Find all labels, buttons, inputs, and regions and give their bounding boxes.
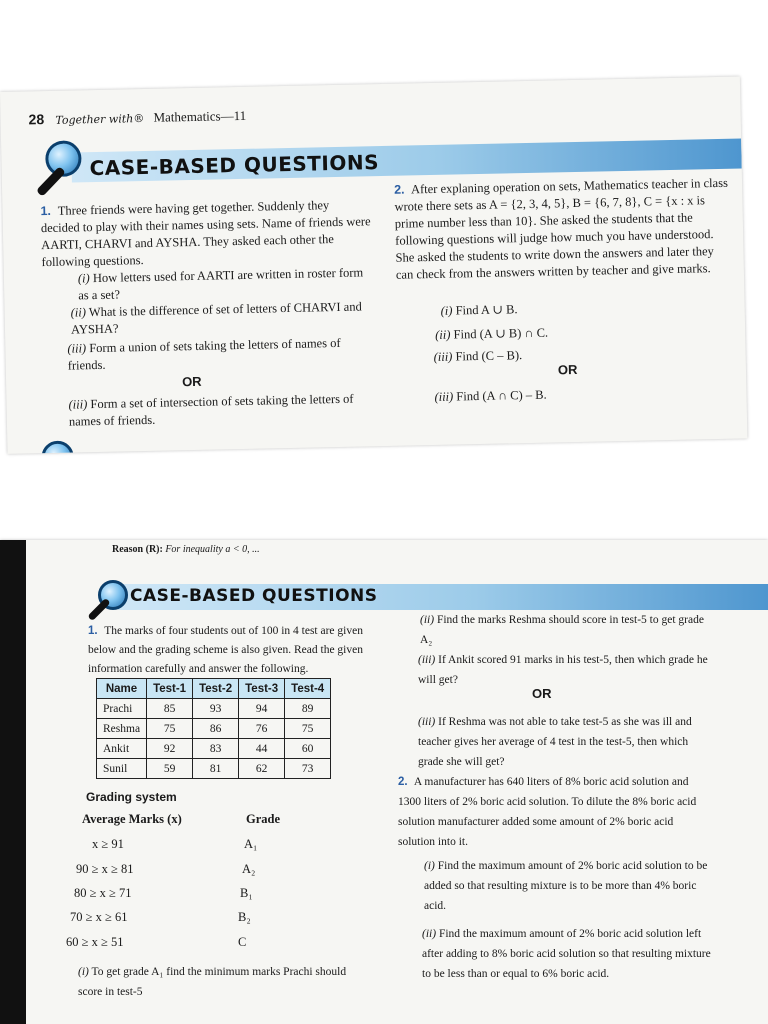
- q2-part-ii: (ii) Find the maximum amount of 2% boric acid solution left after adding to 8% boric acid solution so that resulting mixture to be less than or equal to 6% boric acid.: [422, 928, 711, 980]
- table-cell: 93: [193, 699, 239, 719]
- grade-range: 90 ≥ x ≥ 81: [76, 862, 134, 876]
- section-title: CASE-BASED QUESTIONS: [89, 150, 380, 181]
- q1-part-i: (i) To get grade A₁ find the minimum marks Prachi should score in test-5: [78, 966, 347, 998]
- question-1: [40, 196, 371, 271]
- q1-part-iii: (iii) If Ankit scored 91 marks in his test-5, then which grade he will get?: [418, 654, 708, 686]
- table-cell: 81: [193, 759, 239, 779]
- grading-col-marks: Average Marks (x): [82, 812, 182, 826]
- table-cell: 60: [285, 739, 331, 759]
- bottom-page-photo: [0, 540, 768, 1024]
- reason-line: Reason (R): For inequality a < 0, ...: [112, 544, 260, 555]
- table-header-row: [97, 679, 331, 699]
- table-header: Test-2: [193, 679, 239, 699]
- table-header: Test-4: [285, 679, 331, 699]
- table-cell: 75: [147, 719, 193, 739]
- table-cell: 86: [193, 719, 239, 739]
- table-header: Test-3: [239, 679, 285, 699]
- q1-part-i: (i) How letters used for AARTI are written in roster form as a set?: [77, 265, 364, 303]
- grading-col-grade: Grade: [246, 812, 281, 826]
- page-number: 28: [28, 111, 45, 128]
- question-2: [398, 772, 712, 852]
- table-cell: 89: [285, 699, 331, 719]
- question-number: 1.: [88, 625, 98, 637]
- table-cell: 59: [147, 759, 193, 779]
- table-cell: Reshma: [97, 719, 147, 739]
- grade-range: 80 ≥ x ≥ 71: [74, 886, 132, 900]
- table-cell: 83: [193, 739, 239, 759]
- question-2: [394, 175, 734, 284]
- page-edge-shadow: [0, 540, 26, 1024]
- table-header: Test-1: [147, 679, 193, 699]
- question-number: 1.: [40, 203, 52, 219]
- magnifier-icon: [41, 441, 74, 454]
- grade-value: A₁: [244, 837, 258, 851]
- table-cell: 94: [239, 699, 285, 719]
- table-cell: 76: [239, 719, 285, 739]
- table-row: [97, 699, 331, 719]
- table-row: [97, 759, 331, 779]
- table-row: [97, 739, 331, 759]
- q2-part-iii: (iii) Find (C – B).: [433, 348, 523, 364]
- table-cell: 62: [239, 759, 285, 779]
- table-cell: 92: [147, 739, 193, 759]
- q2-part-iii-alt: (iii) Find (A ∩ C) – B.: [434, 387, 547, 404]
- question-text: A manufacturer has 640 liters of 8% boric acid solution and 1300 liters of 2% boric acid solution. To dilute the 8% boric acid solution manufacturer added some amount of 2% boric acid solution into it.: [398, 776, 697, 848]
- question-number: 2.: [393, 182, 405, 197]
- grade-value: A₂: [242, 862, 256, 876]
- q2-part-i: (i) Find the maximum amount of 2% boric acid solution to be added so that resulting mixture is to be more than 4% boric acid.: [424, 860, 708, 912]
- grade-value: B₁: [240, 886, 253, 900]
- top-page-photo: [0, 77, 747, 454]
- grade-range: 60 ≥ x ≥ 51: [66, 935, 124, 949]
- grading-title: Grading system: [86, 790, 177, 804]
- q1-part-iii-alt: (iii) Form a set of intersection of sets taking the letters of names of friends.: [68, 391, 354, 429]
- publisher-logo: Together with®: [55, 111, 145, 127]
- grade-value: B₂: [238, 910, 251, 924]
- marks-table: [96, 678, 331, 779]
- question-text: Three friends were having get together. Suddenly they decided to play with their names using sets. Name of friends were AARTI, CHARVI and AYSHA. They asked each other the following questions.: [40, 198, 371, 270]
- q1-part-iii: (iii) Form a union of sets taking the letters of names of friends.: [67, 335, 341, 373]
- q2-part-ii: (ii) Find (A ∪ B) ∩ C.: [435, 325, 549, 342]
- table-row: [97, 719, 331, 739]
- table-cell: Ankit: [97, 739, 147, 759]
- q1-or: OR: [181, 373, 202, 390]
- q1-part-ii: (ii) Find the marks Reshma should score in test-5 to get grade A₂: [420, 614, 704, 646]
- table-cell: Prachi: [97, 699, 147, 719]
- q1-part-ii: (ii) What is the difference of set of letters of CHARVI and AYSHA?: [70, 299, 362, 337]
- question-number: 2.: [398, 776, 408, 788]
- question-text: After explaning operation on sets, Mathematics teacher in class wrote there sets as A = {2, 3, 4, 5}, B = {6, 7, 8}, C = {x : x is prime number less than 10}. She asked the students that the following questions will judge how much you have understood. She asked the students to write down the answers and later they can check from the answers written by teacher and give marks.: [394, 175, 729, 282]
- section-title: CASE-BASED QUESTIONS: [130, 586, 378, 606]
- grade-range: 70 ≥ x ≥ 61: [70, 910, 128, 924]
- question-1: [88, 622, 368, 679]
- book-title: Mathematics—11: [153, 107, 247, 125]
- grade-value: C: [238, 935, 247, 949]
- table-cell: 75: [285, 719, 331, 739]
- q2-part-i: (i) Find A ∪ B.: [440, 302, 518, 318]
- table-cell: 85: [147, 699, 193, 719]
- table-cell: 73: [285, 759, 331, 779]
- question-text: The marks of four students out of 100 in 4 test are given below and the grading scheme is also given. Read the given information carefully and answer the following.: [88, 625, 363, 675]
- q2-or: OR: [557, 361, 578, 378]
- grade-range: x ≥ 91: [92, 837, 124, 851]
- table-header: Name: [97, 679, 147, 699]
- running-head: [28, 107, 246, 129]
- table-cell: Sunil: [97, 759, 147, 779]
- table-cell: 44: [239, 739, 285, 759]
- q1-or: OR: [532, 686, 552, 701]
- q1-part-iii-alt: (iii) If Reshma was not able to take test-5 as she was ill and teacher gives her average of 4 test in the test-5, then which grade she will get?: [418, 716, 692, 768]
